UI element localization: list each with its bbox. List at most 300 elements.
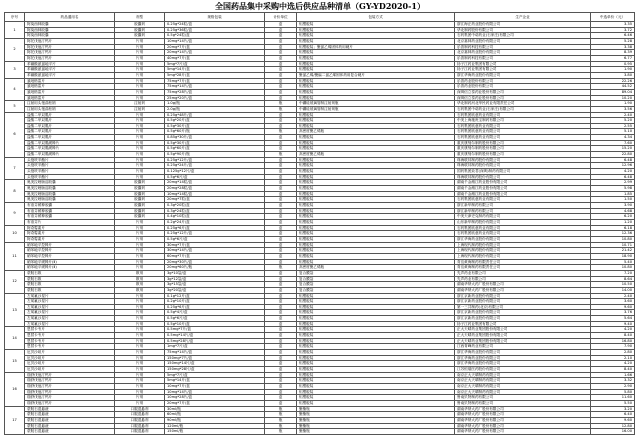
manufacturer-cell: 湖南华纳大药厂股份有限公司: [455, 287, 591, 293]
spec-cell: 0.5g*10片/盒: [165, 321, 265, 327]
packaging-cell: 铝塑板装: [297, 378, 455, 384]
drug-name-cell: 氯吡格雷片: [25, 84, 115, 90]
unit-cell: 盒: [265, 395, 297, 401]
price-cell: 3.56: [591, 106, 635, 112]
drug-name-cell: 阿奇霉素片: [25, 231, 115, 237]
manufacturer-cell: 重庆康刻尔制药股份有限公司: [455, 146, 591, 152]
packaging-cell: 铝塑板装: [297, 350, 455, 356]
group-number-cell: 3: [5, 61, 25, 78]
drug-name-cell: 头孢呋辛酯片: [25, 163, 115, 169]
spec-cell: 0.5g*60片/盒: [165, 146, 265, 152]
spec-cell: 0.3g*24粒/盒: [165, 208, 265, 214]
document-title: 全国药品集中采购中选后供应品种清单（GY-YD2020-1）: [215, 1, 425, 11]
spec-cell: 5mg*7片/盒: [165, 372, 265, 378]
price-cell: 5.28: [591, 38, 635, 44]
group-number-cell: 10: [5, 225, 25, 242]
packaging-cell: 高密度聚乙烯瓶: [297, 129, 455, 135]
manufacturer-cell: 中美上海施贵宝制药有限公司: [455, 118, 591, 124]
packaging-cell: 高密度聚乙烯瓶: [297, 265, 455, 271]
spec-cell: 0.5mg*28片/盒: [165, 338, 265, 344]
drug-list-table: [4, 12, 635, 435]
manufacturer-cell: 浙江新华制药有限公司: [455, 208, 591, 214]
group-number-cell: 16: [5, 372, 25, 406]
price-cell: 5.64: [591, 316, 635, 322]
packaging-cell: 铝塑板装: [297, 389, 455, 395]
drug-name-cell: 阿奇霉素片: [25, 236, 115, 242]
dosage-form-cell: 片剂: [115, 236, 165, 242]
packaging-cell: 中硼硅玻璃管制注射剂瓶: [297, 101, 455, 107]
dosage-form-cell: 口服混悬剂: [115, 412, 165, 418]
drug-name-cell: 阿奇霉素片: [25, 225, 115, 231]
manufacturer-cell: 江西青峰药业有限公司: [455, 344, 591, 350]
unit-cell: 盒: [265, 22, 297, 28]
manufacturer-cell: 深圳信立泰药业股份有限公司: [455, 89, 591, 95]
dosage-form-cell: 片剂: [115, 355, 165, 361]
packaging-cell: 铝塑板装: [297, 395, 455, 401]
spec-cell: 20mg*14粒/盒: [165, 180, 265, 186]
packaging-cell: 铝塑板装: [297, 89, 455, 95]
price-cell: 8.39: [591, 50, 635, 56]
group-number-cell: 1: [5, 22, 25, 39]
price-cell: 21.42: [591, 248, 635, 254]
manufacturer-cell: 正大天晴药业集团股份有限公司: [455, 327, 591, 333]
drug-name-cell: 氯吡格雷片: [25, 78, 115, 84]
price-cell: 6.40: [591, 412, 635, 418]
dosage-form-cell: 散剂: [115, 287, 165, 293]
spec-cell: 10mg*28片/盒: [165, 395, 265, 401]
unit-cell: 瓶: [265, 417, 297, 423]
price-cell: 3.60: [591, 299, 635, 305]
col-header-unit: 计价单位: [265, 13, 297, 22]
unit-cell: 盒: [265, 367, 297, 373]
unit-cell: 盒: [265, 214, 297, 220]
unit-cell: 盒: [265, 372, 297, 378]
spec-cell: 0.25g*12片/盒: [165, 157, 265, 163]
price-cell: 1.66: [591, 372, 635, 378]
unit-cell: 盒: [265, 203, 297, 209]
drug-name-cell: 蒙脱石混悬液: [25, 429, 115, 435]
manufacturer-cell: 石药集团欧意药业有限公司: [455, 112, 591, 118]
price-cell: 3.35: [591, 22, 635, 28]
unit-cell: 瓶: [265, 106, 297, 112]
dosage-form-cell: 片剂: [115, 361, 165, 367]
drug-name-cell: 阿托伐他汀钙片: [25, 55, 115, 61]
unit-cell: 盒: [265, 208, 297, 214]
packaging-cell: 铝塑板装: [297, 61, 455, 67]
spec-cell: 60ml/瓶: [165, 412, 265, 418]
spec-cell: 0.5g*20片/盒: [165, 118, 265, 124]
drug-name-cell: 头孢呋辛酯片: [25, 169, 115, 175]
drug-name-cell: 厄贝沙坦片: [25, 355, 115, 361]
price-cell: 4.20: [591, 361, 635, 367]
spec-cell: 0.2g*10片/盒: [165, 299, 265, 305]
dosage-form-cell: 胶囊剂: [115, 208, 165, 214]
packaging-cell: 铝塑板装: [297, 135, 455, 141]
manufacturer-cell: 中美天津史克制药有限公司: [455, 214, 591, 220]
dosage-form-cell: 片剂: [115, 163, 165, 169]
price-cell: 8.64: [591, 276, 635, 282]
drug-name-cell: 盐酸二甲双胍缓释片: [25, 152, 115, 158]
unit-cell: 盒: [265, 282, 297, 288]
unit-cell: 盒: [265, 361, 297, 367]
group-number-cell: 11: [5, 242, 25, 270]
spec-cell: 30ml/瓶: [165, 406, 265, 412]
dosage-form-cell: 片剂: [115, 78, 165, 84]
spec-cell: 60mg*7片/盒: [165, 253, 265, 259]
drug-name-cell: 左氧氟沙星片: [25, 316, 115, 322]
dosage-form-cell: 片剂: [115, 95, 165, 101]
unit-cell: 盒: [265, 44, 297, 50]
drug-name-cell: 布洛芬缓释胶囊: [25, 203, 115, 209]
packaging-cell: 铝塑板装: [297, 203, 455, 209]
manufacturer-cell: 湖南千金湘江药业股份有限公司: [455, 180, 591, 186]
unit-cell: 盒: [265, 191, 297, 197]
price-cell: 3.90: [591, 203, 635, 209]
packaging-cell: 铝塑板装: [297, 67, 455, 73]
packaging-cell: 复合膜袋: [297, 287, 455, 293]
drug-name-cell: 瑞舒伐他汀钙片: [25, 384, 115, 390]
packaging-cell: 铝塑板装: [297, 33, 455, 39]
packaging-cell: 铝塑板装: [297, 146, 455, 152]
spec-cell: 0.25g*48片/盒: [165, 112, 265, 118]
manufacturer-cell: 湖南华纳大药厂股份有限公司: [455, 429, 591, 435]
packaging-cell: 聚酯瓶: [297, 423, 455, 429]
dosage-form-cell: 片剂: [115, 219, 165, 225]
manufacturer-cell: 重庆康刻尔制药股份有限公司: [455, 152, 591, 158]
spec-cell: 0.5g*24粒/盒: [165, 33, 265, 39]
group-number-cell: 15: [5, 350, 25, 373]
drug-name-cell: 瑞舒伐他汀钙片: [25, 389, 115, 395]
manufacturer-cell: 石药集团欧意药业有限公司: [455, 129, 591, 135]
unit-cell: 盒: [265, 350, 297, 356]
price-cell: 15.20: [591, 146, 635, 152]
spec-cell: 120ml/瓶: [165, 423, 265, 429]
dosage-form-cell: 片剂: [115, 231, 165, 237]
price-cell: 7.60: [591, 140, 635, 146]
price-cell: 16.00: [591, 429, 635, 435]
drug-name-cell: 阿莫西林胶囊: [25, 22, 115, 28]
price-cell: 7.20: [591, 270, 635, 276]
dosage-form-cell: 片剂: [115, 316, 165, 322]
dosage-form-cell: 片剂: [115, 327, 165, 333]
packaging-cell: 铝塑板装: [297, 372, 455, 378]
unit-cell: 盒: [265, 78, 297, 84]
col-header-manufacturer: 生产企业: [455, 13, 591, 22]
drug-name-cell: 蒙脱石散: [25, 270, 115, 276]
drug-name-cell: 奥美拉唑肠溶胶囊: [25, 186, 115, 192]
packaging-cell: 铝塑板装: [297, 78, 455, 84]
dosage-form-cell: 口服混悬剂: [115, 417, 165, 423]
manufacturer-cell: 上海现代制药股份有限公司: [455, 242, 591, 248]
dosage-form-cell: 胶囊剂: [115, 203, 165, 209]
manufacturer-cell: 乐普制药科技有限公司: [455, 55, 591, 61]
dosage-form-cell: 胶囊剂: [115, 197, 165, 203]
packaging-cell: 聚氯乙烯/聚偏二氯乙烯固体药用复合硬片: [297, 72, 455, 78]
manufacturer-cell: 南京正大天晴制药有限公司: [455, 384, 591, 390]
packaging-cell: 聚酯瓶: [297, 406, 455, 412]
spec-cell: 10mg*14片/盒: [165, 38, 265, 44]
spec-cell: 1mg*7片/盒: [165, 344, 265, 350]
unit-cell: 盒: [265, 84, 297, 90]
unit-cell: 盒: [265, 225, 297, 231]
unit-cell: 盒: [265, 180, 297, 186]
drug-name-cell: 蒙脱石混悬液: [25, 412, 115, 418]
price-cell: 8.40: [591, 333, 635, 339]
dosage-form-cell: 胶囊剂: [115, 27, 165, 33]
col-header-price: 中选单价（元）: [591, 13, 635, 22]
manufacturer-cell: 上海现代制药股份有限公司: [455, 248, 591, 254]
manufacturer-cell: 江苏恒瑞医药股份有限公司: [455, 367, 591, 373]
dosage-form-cell: 片剂: [115, 140, 165, 146]
drug-name-cell: 盐酸二甲双胍片: [25, 123, 115, 129]
unit-cell: 盒: [265, 304, 297, 310]
price-cell: 16.80: [591, 338, 635, 344]
drug-name-cell: 布洛芬片: [25, 219, 115, 225]
spec-cell: 20mg*7粒/盒: [165, 197, 265, 203]
manufacturer-cell: 北京嘉林药业股份有限公司: [455, 38, 591, 44]
spec-cell: 20mg*7片/盒: [165, 400, 265, 406]
dosage-form-cell: 片剂: [115, 333, 165, 339]
price-cell: 2.99: [591, 180, 635, 186]
manufacturer-cell: 深圳信立泰药业股份有限公司: [455, 95, 591, 101]
dosage-form-cell: 片剂: [115, 44, 165, 50]
price-cell: 3.38: [591, 44, 635, 50]
unit-cell: 盒: [265, 355, 297, 361]
drug-name-cell: 布洛芬缓释胶囊: [25, 214, 115, 220]
packaging-cell: 铝塑板装: [297, 327, 455, 333]
manufacturer-cell: 先声药业有限公司: [455, 276, 591, 282]
drug-name-cell: 硝苯地平控释片: [25, 253, 115, 259]
drug-name-cell: 恩替卡韦片: [25, 338, 115, 344]
drug-name-cell: 厄贝沙坦片: [25, 361, 115, 367]
dosage-form-cell: 片剂: [115, 61, 165, 67]
group-number-cell: 7: [5, 157, 25, 180]
spec-cell: 0.4g*10粒/盒: [165, 214, 265, 220]
spec-cell: 2.0g/瓶: [165, 106, 265, 112]
price-cell: 4.68: [591, 208, 635, 214]
dosage-form-cell: 片剂: [115, 146, 165, 152]
drug-name-cell: 阿托伐他汀钙片: [25, 38, 115, 44]
packaging-cell: 铝塑板装: [297, 197, 455, 203]
packaging-cell: 铝塑板装: [297, 140, 455, 146]
dosage-form-cell: 片剂: [115, 72, 165, 78]
dosage-form-cell: 片剂: [115, 55, 165, 61]
packaging-cell: 铝塑板装: [297, 299, 455, 305]
packaging-cell: 铝塑板装: [297, 219, 455, 225]
manufacturer-cell: 湖南华纳大药厂股份有限公司: [455, 282, 591, 288]
col-header-name: 药品通用名: [25, 13, 115, 22]
spec-cell: 75mg*7片/盒: [165, 78, 265, 84]
unit-cell: 盒: [265, 327, 297, 333]
unit-cell: 盒: [265, 270, 297, 276]
price-cell: 4.20: [591, 169, 635, 175]
unit-cell: 盒: [265, 287, 297, 293]
drug-name-cell: 恩替卡韦片: [25, 344, 115, 350]
spec-cell: 75mg*14片/盒: [165, 350, 265, 356]
dosage-form-cell: 胶囊剂: [115, 22, 165, 28]
manufacturer-cell: 浙江海正药业股份有限公司: [455, 22, 591, 28]
dosage-form-cell: 片剂: [115, 304, 165, 310]
spec-cell: 75mg*14片/盒: [165, 84, 265, 90]
dosage-form-cell: 片剂: [115, 67, 165, 73]
unit-cell: 瓶: [265, 265, 297, 271]
spec-cell: 5mg*14片/盒: [165, 67, 265, 73]
unit-cell: 盒: [265, 400, 297, 406]
manufacturer-cell: 乐普药业股份有限公司: [455, 78, 591, 84]
price-cell: 10.80: [591, 265, 635, 271]
group-number-cell: 12: [5, 270, 25, 293]
unit-cell: 盒: [265, 276, 297, 282]
dosage-form-cell: 片剂: [115, 310, 165, 316]
manufacturer-cell: 鲁南贝特制药有限公司: [455, 395, 591, 401]
manufacturer-cell: 浙江华海药业股份有限公司: [455, 350, 591, 356]
price-cell: 22.80: [591, 152, 635, 158]
unit-cell: 盒: [265, 186, 297, 192]
manufacturer-cell: 华北制药股份有限公司: [455, 27, 591, 33]
spec-cell: 25mg*20片/盒: [165, 95, 265, 101]
spec-cell: 150mg*7片/盒: [165, 355, 265, 361]
packaging-cell: 铝塑板装: [297, 174, 455, 180]
packaging-cell: 高密度聚乙烯瓶: [297, 152, 455, 158]
manufacturer-cell: 湖南华纳大药厂股份有限公司: [455, 417, 591, 423]
unit-cell: 盒: [265, 253, 297, 259]
drug-name-cell: 注射用头孢曲松钠: [25, 101, 115, 107]
price-cell: 5.50: [591, 400, 635, 406]
unit-cell: 盒: [265, 333, 297, 339]
manufacturer-cell: 浙江京新药业股份有限公司: [455, 316, 591, 322]
price-cell: 6.18: [591, 225, 635, 231]
manufacturer-cell: 扬子江药业集团有限公司: [455, 61, 591, 67]
price-cell: 4.20: [591, 327, 635, 333]
manufacturer-cell: 石药集团欧意药业有限公司: [455, 231, 591, 237]
manufacturer-cell: 石药集团中诺药业(石家庄)有限公司: [455, 33, 591, 39]
spec-cell: 5mg*28片/盒: [165, 72, 265, 78]
price-cell: 3.32: [591, 378, 635, 384]
manufacturer-cell: 浙江华海药业股份有限公司: [455, 355, 591, 361]
col-header-packaging: 包装方式: [297, 13, 455, 22]
manufacturer-cell: 上海现代制药股份有限公司: [455, 253, 591, 259]
unit-cell: 盒: [265, 231, 297, 237]
spec-cell: 1.0g/瓶: [165, 101, 265, 107]
packaging-cell: 铝塑板装: [297, 259, 455, 265]
manufacturer-cell: 石药集团欧意药业有限公司: [455, 123, 591, 129]
packaging-cell: 铝塑板装: [297, 310, 455, 316]
price-cell: 9.60: [591, 304, 635, 310]
drug-name-cell: 厄贝沙坦片: [25, 350, 115, 356]
manufacturer-cell: 珠海联邦制药股份有限公司: [455, 157, 591, 163]
manufacturer-cell: 鲁南贝特制药有限公司: [455, 400, 591, 406]
price-cell: 10.50: [591, 282, 635, 288]
price-cell: 11.60: [591, 395, 635, 401]
dosage-form-cell: 片剂: [115, 129, 165, 135]
spec-cell: 0.25g*6片/盒: [165, 304, 265, 310]
manufacturer-cell: 乐普药业股份有限公司: [455, 84, 591, 90]
drug-name-cell: 头孢呋辛酯片: [25, 174, 115, 180]
price-cell: 14.00: [591, 287, 635, 293]
dosage-form-cell: 片剂: [115, 378, 165, 384]
spec-cell: 75mg*28片/盒: [165, 89, 265, 95]
manufacturer-cell: 山东新华制药股份有限公司: [455, 219, 591, 225]
drug-name-cell: 左氧氟沙星片: [25, 310, 115, 316]
spec-cell: 20mg*60片/瓶: [165, 265, 265, 271]
manufacturer-cell: 正大天晴药业集团股份有限公司: [455, 338, 591, 344]
packaging-cell: 铝塑板装: [297, 27, 455, 33]
dosage-form-cell: 胶囊剂: [115, 191, 165, 197]
packaging-cell: 铝塑板装: [297, 304, 455, 310]
drug-name-cell: 瑞舒伐他汀钙片: [25, 400, 115, 406]
packaging-cell: 聚酯瓶: [297, 429, 455, 435]
drug-name-cell: 奥美拉唑肠溶胶囊: [25, 180, 115, 186]
manufacturer-cell: 乐普制药科技有限公司: [455, 44, 591, 50]
spec-cell: 5mg*14片/盒: [165, 378, 265, 384]
unit-cell: 盒: [265, 321, 297, 327]
dosage-form-cell: 片剂: [115, 169, 165, 175]
manufacturer-cell: 扬子江药业集团有限公司: [455, 321, 591, 327]
spec-cell: 3g*15袋/盒: [165, 282, 265, 288]
manufacturer-cell: 浙江华海药业股份有限公司: [455, 236, 591, 242]
drug-name-cell: 左氧氟沙星片: [25, 299, 115, 305]
unit-cell: 瓶: [265, 129, 297, 135]
spec-cell: 0.5g*6片/盒: [165, 174, 265, 180]
price-cell: 9.60: [591, 417, 635, 423]
spec-cell: 0.25g*6片/盒: [165, 225, 265, 231]
drug-name-cell: 盐酸二甲双胍片: [25, 112, 115, 118]
packaging-cell: 铝塑板装: [297, 400, 455, 406]
packaging-cell: 铝塑板装: [297, 50, 455, 56]
drug-name-cell: 注射用头孢曲松钠: [25, 106, 115, 112]
spec-cell: 30mg*14片/盒: [165, 248, 265, 254]
price-cell: 5.98: [591, 186, 635, 192]
manufacturer-cell: 湖南华纳大药厂股份有限公司: [455, 406, 591, 412]
unit-cell: 盒: [265, 316, 297, 322]
spec-cell: 0.5mg*7片/盒: [165, 327, 265, 333]
dosage-form-cell: 片剂: [115, 135, 165, 141]
drug-name-cell: 蒙脱石散: [25, 282, 115, 288]
dosage-form-cell: 片剂: [115, 118, 165, 124]
drug-name-cell: 蒙脱石散: [25, 276, 115, 282]
group-number-cell: 9: [5, 203, 25, 226]
manufacturer-cell: 正大天晴药业集团股份有限公司: [455, 333, 591, 339]
spec-cell: 150mg*28片/盒: [165, 367, 265, 373]
dosage-form-cell: 片剂: [115, 299, 165, 305]
group-number-cell: 6: [5, 112, 25, 157]
unit-cell: 盒: [265, 38, 297, 44]
packaging-cell: 复合膜袋: [297, 270, 455, 276]
packaging-cell: 铝塑板装: [297, 22, 455, 28]
spec-cell: 40mg*7片/盒: [165, 55, 265, 61]
drug-name-cell: 恩替卡韦片: [25, 333, 115, 339]
price-cell: 6.20: [591, 214, 635, 220]
unit-cell: 盒: [265, 310, 297, 316]
drug-name-cell: 恩替卡韦片: [25, 327, 115, 333]
price-cell: 2.40: [591, 293, 635, 299]
spec-cell: 0.85g*30片/盒: [165, 135, 265, 141]
unit-cell: 盒: [265, 135, 297, 141]
unit-cell: 盒: [265, 33, 297, 39]
drug-name-cell: 盐酸二甲双胍缓释片: [25, 140, 115, 146]
dosage-form-cell: 片剂: [115, 265, 165, 271]
dosage-form-cell: 片剂: [115, 242, 165, 248]
drug-name-cell: 苯磺酸氨氯地平片: [25, 72, 115, 78]
spec-cell: 0.125g*12片/盒: [165, 169, 265, 175]
drug-name-cell: 蒙脱石混悬液: [25, 417, 115, 423]
unit-cell: 盒: [265, 163, 297, 169]
packaging-cell: 铝塑板装: [297, 84, 455, 90]
dosage-form-cell: 片剂: [115, 293, 165, 299]
packaging-cell: 铝塑板装: [297, 361, 455, 367]
manufacturer-cell: 石药集团中诺药业(石家庄)有限公司: [455, 106, 591, 112]
spec-cell: 10mg*14片/盒: [165, 389, 265, 395]
